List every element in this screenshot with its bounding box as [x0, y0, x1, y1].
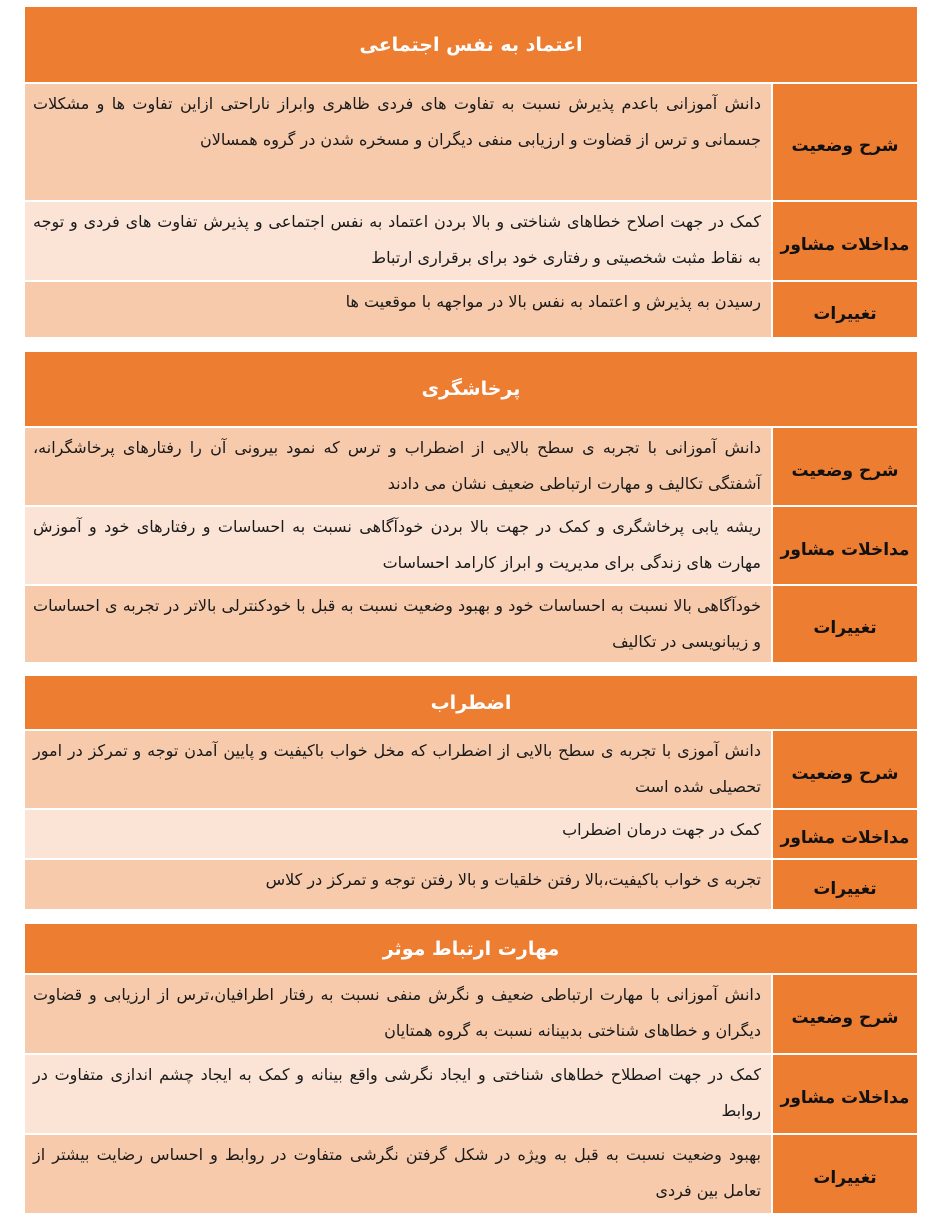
row-text: دانش آموزی با تجربه ی سطح بالایی از اضطراب که مخل خواب باکیفیت و پایین آمدن توجه و تمرکز در امور تحصیلی شده است — [33, 741, 761, 796]
row-text: کمک در جهت اصطلاح خطاهای شناختی و ایجاد نگرشی واقع بینانه و کمک به ایجاد چشم اندازی متفاوت در روابط — [33, 1065, 761, 1120]
row-text: خودآگاهی بالا نسبت به احساسات خود و بهبود وضعیت نسبت به قبل با خودکنترلی بالاتر در تجربه ی احساسات و زیبانویسی در تکالیف — [33, 596, 761, 651]
row-label: شرح وضعیت — [771, 428, 917, 505]
table-row — [25, 84, 917, 202]
table-social-confidence — [25, 7, 917, 337]
row-text: تجربه ی خواب باکیفیت،بالا رفتن خلقیات و بالا رفتن توجه و تمرکز در کلاس — [265, 870, 761, 889]
row-label: مداخلات مشاور — [771, 810, 917, 858]
table-row — [25, 282, 917, 337]
table-row — [25, 1055, 917, 1135]
table-title: مهارت ارتباط موثر — [25, 924, 917, 975]
table-row — [25, 731, 917, 810]
table-row — [25, 586, 917, 662]
row-text: کمک در جهت درمان اضطراب — [562, 820, 761, 839]
row-text: کمک در جهت اصلاح خطاهای شناختی و بالا بردن اعتماد به نفس اجتماعی و پذیرش تفاوت های فردی و توجه به نقاط مثبت شخصیتی و رفتاری خود برای برقراری ارتباط — [33, 212, 761, 267]
row-label: شرح وضعیت — [771, 84, 917, 200]
row-text: رسیدن به پذیرش و اعتماد به نفس بالا در مواجهه با موقعیت ها — [345, 292, 761, 311]
table-effective-communication — [25, 924, 917, 1213]
row-label: مداخلات مشاور — [771, 1055, 917, 1133]
row-label: تغییرات — [771, 282, 917, 337]
table-row — [25, 1135, 917, 1213]
table-row — [25, 975, 917, 1055]
row-label: تغییرات — [771, 586, 917, 662]
table-row — [25, 507, 917, 586]
table-title: اضطراب — [25, 676, 917, 731]
table-aggression — [25, 352, 917, 662]
row-label: تغییرات — [771, 1135, 917, 1213]
table-anxiety — [25, 676, 917, 909]
row-label: تغییرات — [771, 860, 917, 909]
table-row — [25, 860, 917, 909]
row-text: دانش آموزانی باعدم پذیرش نسبت به تفاوت های فردی ظاهری وابراز ناراحتی ازاین تفاوت ها و مشکلات جسمانی و ترس از قضاوت و ارزیابی منفی دیگران و مسخره شدن در گروه همسالان — [33, 94, 761, 149]
row-text: بهبود وضعیت نسبت به قبل به ویژه در شکل گرفتن نگرشی متفاوت در روابط و احساس رضایت بیشتر از تعامل بین فردی — [33, 1145, 761, 1200]
table-row — [25, 810, 917, 860]
table-title: اعتماد به نفس اجتماعی — [25, 7, 917, 84]
row-text: ریشه یابی پرخاشگری و کمک در جهت بالا بردن خودآگاهی نسبت به احساسات و رفتارهای خود و آموزش مهارت های زندگی برای مدیریت و ابراز کارامد احساسات — [33, 517, 761, 572]
table-row — [25, 428, 917, 507]
row-text: دانش آموزانی با تجربه ی سطح بالایی از اضطراب و ترس که نمود بیرونی آن را رفتارهای پرخاشگرانه، آشفتگی تکالیف و مهارت ارتباطی ضعیف نشان می دادند — [33, 438, 761, 493]
row-text: دانش آموزانی با مهارت ارتباطی ضعیف و نگرش منفی نسبت به رفتار اطرافیان،ترس از ارزیابی و قضاوت دیگران و خطاهای شناختی بدبینانه نسبت به گروه همتایان — [33, 985, 761, 1040]
table-row — [25, 202, 917, 282]
row-label: مداخلات مشاور — [771, 507, 917, 584]
row-label: شرح وضعیت — [771, 731, 917, 808]
table-title: پرخاشگری — [25, 352, 917, 428]
row-label: مداخلات مشاور — [771, 202, 917, 280]
row-label: شرح وضعیت — [771, 975, 917, 1053]
